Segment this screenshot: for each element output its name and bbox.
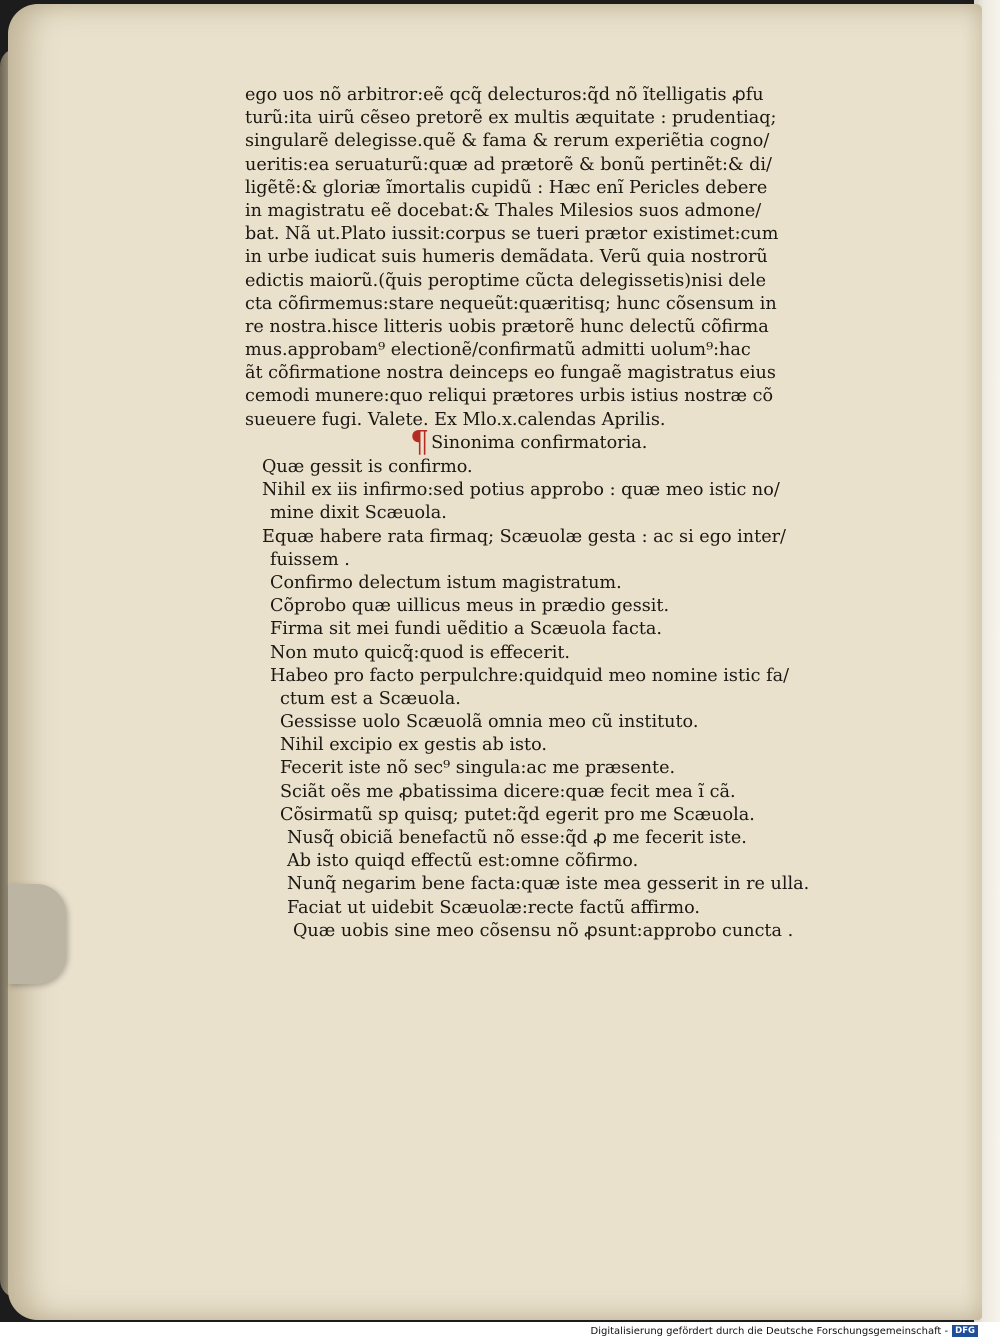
section-heading bbox=[245, 424, 905, 460]
list-item: Firma sit mei fundi uẽditio a Scæuola facta. bbox=[270, 619, 662, 640]
list-item: Nusq̃ obiciã benefactũ nõ esse:q̃d ꝓ me fecerit iste. bbox=[287, 828, 747, 848]
list-item: Fecerit iste nõ sec⁹ singula:ac me præsente. bbox=[280, 758, 676, 779]
letter-line: ãt cõfirmatione nostra deinceps eo fungaẽ magistratus eius bbox=[245, 363, 776, 384]
list-item: ctum est a Scæuola. bbox=[280, 688, 461, 709]
list-item: Cõprobo quæ uillicus meus in prædio gessit. bbox=[270, 596, 670, 617]
letter-line: sueuere fugi. Valete. Ex Mlo.x.calendas Aprilis. bbox=[245, 409, 666, 430]
letter-line: bat. Nã ut.Plato iussit:corpus se tueri prætor existimet:cum bbox=[245, 224, 779, 245]
digitization-credit-bar bbox=[0, 1322, 1000, 1342]
letter-line: in urbe iudicat suis humeris demãdata. Verũ quia nostrorũ bbox=[245, 247, 768, 268]
list-item: Quæ gessit is confirmo. bbox=[262, 457, 473, 477]
letter-line: re nostra.hisce litteris uobis prætorẽ hunc delectũ cõfirma bbox=[245, 316, 769, 337]
list-item: Faciat ut uidebit Scæuolæ:recte factũ affirmo. bbox=[287, 897, 700, 918]
letter-line: turũ:ita uirũ cẽseo pretorẽ ex multis æquitate : prudentiaq; bbox=[245, 108, 777, 129]
letter-line: in magistratu eẽ docebat:& Thales Milesios suos admone/ bbox=[245, 200, 762, 221]
list-item: Sciãt oẽs me ꝓbatissima dicere:quæ fecit mea ĩ cã. bbox=[280, 781, 736, 802]
list-item: Nihil ex iis infirmo:sed potius approbo : quæ meo istic no/ bbox=[262, 480, 780, 501]
page-tab bbox=[8, 884, 66, 984]
credit-text: Digitalisierung gefördert durch die Deutsche Forschungsgemeinschaft - bbox=[590, 1326, 949, 1337]
list-item: Cõsirmatũ sp quisq; putet:q̃d egerit pro me Scæuola. bbox=[280, 804, 755, 825]
paragraph-mark-icon: ¶ bbox=[410, 424, 430, 460]
letter-line: singularẽ delegisse.quẽ & fama & rerum experiẽtia cogno/ bbox=[245, 131, 770, 152]
list-item: Ab isto quiqd effectũ est:omne cõfirmo. bbox=[287, 851, 639, 872]
list-item: Nihil excipio ex gestis ab isto. bbox=[280, 735, 547, 756]
list-item: Habeo pro facto perpulchre:quidquid meo nomine istic fa/ bbox=[270, 665, 790, 686]
heading-text: Sinonima confirmatoria. bbox=[431, 432, 648, 453]
letter-line: cemodi munere:quo reliqui prætores urbis istius nostræ cõ bbox=[245, 386, 774, 407]
letter-line: ueritis:ea seruaturũ:quæ ad prætorẽ & bonũ pertinẽt:& di/ bbox=[245, 154, 772, 175]
letter-line: mus.approbam⁹ electionẽ/confirmatũ admitti uolum⁹:hac bbox=[245, 340, 751, 361]
letter-line: cta cõfirmemus:stare nequeũt:quæritisq; hunc cõsensum in bbox=[245, 293, 777, 314]
list-item: Gessisse uolo Scæuolã omnia meo cũ instituto. bbox=[280, 712, 699, 733]
main-text bbox=[245, 84, 905, 943]
list-item: mine dixit Scæuola. bbox=[270, 503, 447, 524]
synonym-list bbox=[245, 456, 905, 943]
list-item: Nunq̃ negarim bene facta:quæ iste mea gesserit in re ulla. bbox=[287, 874, 810, 895]
letter-line: ego uos nõ arbitror:eẽ qcq̃ delecturos:q̃d nõ ĩtelligatis ꝓfu bbox=[245, 85, 764, 105]
letter-line: edictis maiorũ.(q̃uis peroptime cũcta delegissetis)nisi dele bbox=[245, 270, 767, 291]
list-item: fuissem . bbox=[270, 549, 350, 570]
list-item: Quæ uobis sine meo cõsensu nõ ꝓsunt:approbo cuncta . bbox=[293, 920, 794, 941]
list-item: Equæ habere rata firmaq; Scæuolæ gesta : ac si ego inter/ bbox=[262, 526, 786, 547]
list-item: Confirmo delectum istum magistratum. bbox=[270, 572, 622, 593]
dfg-logo: DFG bbox=[952, 1325, 978, 1337]
letter-paragraph bbox=[245, 84, 905, 432]
list-item: Non muto quicq̃:quod is effecerit. bbox=[270, 642, 571, 663]
letter-line: ligẽtẽ:& gloriæ ĩmortalis cupidũ : Hæc enĩ Pericles debere bbox=[245, 177, 768, 198]
